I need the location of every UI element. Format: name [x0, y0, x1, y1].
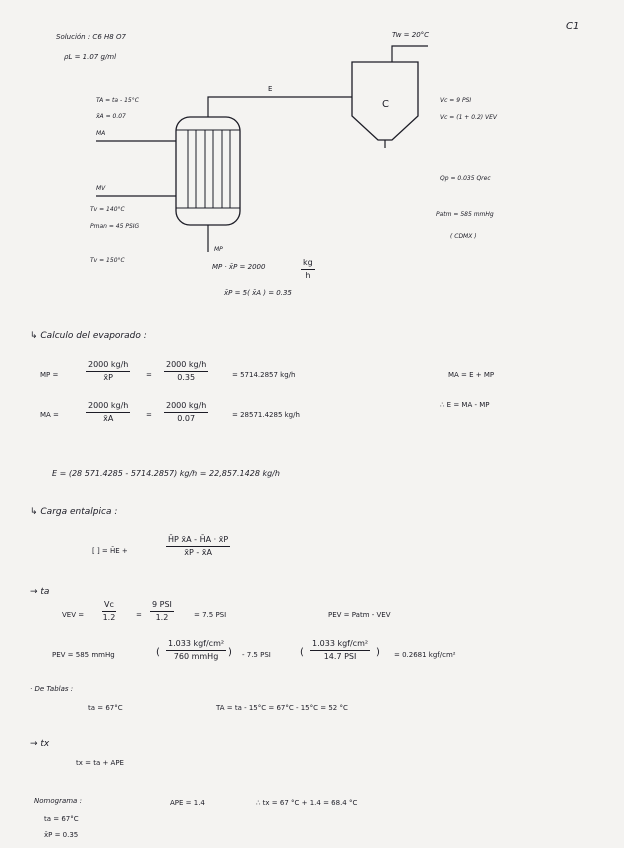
pev-fraction-1 [166, 640, 226, 661]
ma-stream-label: MA [96, 130, 106, 137]
open-paren: ( [156, 647, 160, 658]
pev-result: = 0.2681 kgf/cm² [394, 651, 456, 659]
mass-balance-1: MA = E + MP [448, 371, 495, 379]
pev-mid: - 7.5 PSI [242, 651, 271, 659]
mp-f2-den: 0.35 [177, 373, 196, 382]
enthalpy-fraction [166, 536, 230, 557]
pev-definition: PEV = Patm - VEV [328, 611, 391, 619]
vev-f2-num: 9 PSI [150, 601, 174, 612]
ma-calc-label: MA = [40, 411, 59, 419]
qp-label: Qp = 0.035 Qrec [440, 175, 491, 182]
patm-label: Patm = 585 mmHg [436, 211, 494, 218]
ta-heading: → ta [30, 587, 50, 597]
e-calculation: E = (28 571.4285 - 5714.2857) kg/h = 22,857.1428 kg/h [52, 469, 280, 478]
mp-unit-fraction [301, 259, 315, 280]
density-label: ρL = 1.07 g/ml [64, 53, 117, 61]
vev-fraction-1 [102, 601, 116, 622]
tv2-label: Tv = 150°C [90, 257, 125, 264]
tables-ta-equation: TA = ta - 15°C = 67°C - 15°C = 52 °C [216, 704, 348, 712]
pev-f2-num: 1.033 kgf/cm² [310, 640, 370, 651]
page-number: C1 [566, 21, 580, 32]
mass-balance-2: ∴ E = MA - MP [440, 401, 490, 409]
open-paren: ( [300, 647, 304, 658]
close-paren: ) [376, 647, 380, 658]
stream-e-label: E [268, 85, 273, 93]
enthalpy-den: x̄P - x̄A [184, 548, 212, 557]
enthalpy-lhs: [ ] = H̄E + [92, 547, 128, 555]
mp-equation: MP · x̄P = 2000 [212, 263, 266, 271]
ma-result: = 28571.4285 kg/h [232, 411, 300, 419]
tx-equation: tx = ta + APE [76, 759, 124, 767]
vev-label: VEV = [62, 611, 85, 619]
xa-feed-label: x̄A = 0.07 [96, 113, 126, 120]
vev-fraction-2 [150, 601, 174, 622]
equals-sign: = [146, 411, 152, 419]
tx-heading: → tx [30, 739, 50, 749]
mp-f2-num: 2000 kg/h [164, 361, 208, 372]
ma-fraction-1 [86, 402, 130, 423]
pev-f1-den: 760 mmHg [173, 652, 219, 661]
pev-label: PEV = 585 mmHg [52, 651, 115, 659]
cooling-water-line [392, 46, 428, 62]
vc-label: Vc = 9 PSI [440, 97, 472, 104]
cdmx-label: ( CDMX ) [450, 233, 477, 240]
mp-f1-den: x̄P [103, 373, 113, 382]
ma-fraction-2 [164, 402, 208, 423]
pev-fraction-2 [310, 640, 370, 661]
vapour-line-e [208, 97, 352, 117]
tv-label: Tv = 140°C [90, 206, 125, 213]
ma-f1-den: x̄A [103, 414, 114, 423]
equals-sign: = [136, 611, 142, 619]
solution-label: Solución : C6 H8 O7 [56, 33, 126, 41]
mp-f1-num: 2000 kg/h [86, 361, 130, 372]
tw-label: Tw = 20°C [392, 31, 430, 39]
mp-unit-den: h [305, 271, 311, 280]
pev-f1-num: 1.033 kgf/cm² [166, 640, 226, 651]
mp-result: = 5714.2857 kg/h [232, 371, 296, 379]
nomograma-ape: APE = 1.4 [170, 799, 205, 807]
nomograma-result: ∴ tx = 67 °C + 1.4 = 68.4 °C [256, 799, 358, 807]
nomograma-xp: x̄P = 0.35 [44, 831, 79, 839]
mp-calc-label: MP = [40, 371, 59, 379]
mp-stream-label: MP [214, 246, 223, 253]
vev-f1-num: Vc [102, 601, 116, 612]
tables-ta: ta = 67°C [88, 704, 123, 712]
pman-label: Pman = 45 PSIG [90, 223, 140, 230]
tables-heading: · De Tablas : [30, 685, 74, 693]
evap-heading: ↳ Calculo del evaporado : [30, 331, 147, 341]
ma-f2-den: 0.07 [177, 414, 196, 423]
pev-f2-den: 14.7 PSI [323, 652, 357, 661]
condenser-label: C [382, 99, 389, 110]
vev-f1-den: 1.2 [102, 613, 116, 622]
enthalpy-heading: ↳ Carga entalpica : [30, 507, 118, 517]
ta-feed-label: TA = ta - 15°C [96, 97, 139, 104]
mp-fraction-1 [86, 361, 130, 382]
close-paren: ) [228, 647, 232, 658]
enthalpy-num: H̄P x̄A - H̄A · x̄P [166, 536, 230, 547]
xp-equation: x̄P = 5( x̄A ) = 0.35 [224, 289, 292, 297]
equals-sign: = [146, 371, 152, 379]
vev-f2-den: 1.2 [155, 613, 169, 622]
ma-f2-num: 2000 kg/h [164, 402, 208, 413]
vev-result: = 7.5 PSI [194, 611, 227, 619]
mp-fraction-2 [164, 361, 208, 382]
vc-formula: Vc = (1 + 0.2) VEV [440, 114, 498, 121]
nomograma-heading: Nomograma : [34, 797, 82, 805]
ma-f1-num: 2000 kg/h [86, 402, 130, 413]
mp-unit-num: kg [301, 259, 315, 270]
mv-stream-label: MV [96, 185, 106, 192]
nomograma-ta: ta = 67°C [44, 815, 79, 823]
